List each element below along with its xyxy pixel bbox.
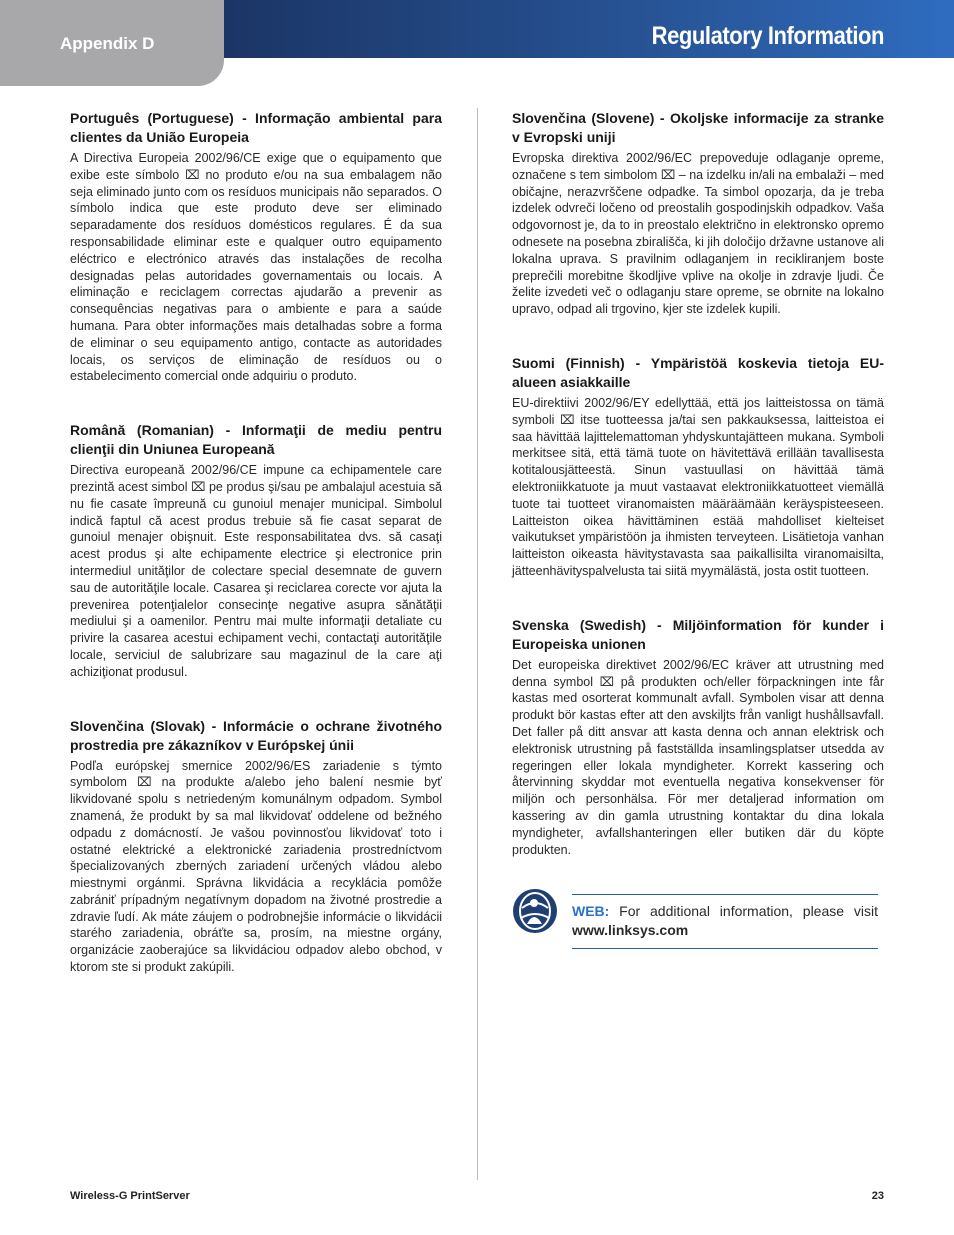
- column-divider: [477, 108, 478, 1180]
- section-heading: Slovenčina (Slovene) - Okoljske informacije za stranke v Evropski uniji: [512, 110, 884, 145]
- section-body: Det europeiska direktivet 2002/96/EC kräver att utrustning med denna symbol ⌧ på produkten och/eller förpackningen inte får kastas med osorterat kommunalt avfall. Symbolen visar att denna produkt bör kastas efter att den avskiljts från vanligt hushållsavfall. Det faller på ditt ansvar att kasta denna och annan elektrisk och elektronisk utrustning på fastställda insamlingsplatser utsedda av regeringen eller lokala myndigheter. Korrekt kassering och återvinning skyddar mot eventuella negativa konsekvenser för miljön och personhälsa. För mer detaljerad information om kassering av din gamla utrustning kontaktar du dina lokala myndigheter, avfallshanteringen eller butiken där du köpte produkten.: [512, 657, 884, 857]
- web-note-rule-bottom: [572, 948, 878, 949]
- appendix-label: Appendix D: [60, 34, 155, 53]
- section-portuguese: [70, 109, 442, 385]
- footer-product: Wireless-G PrintServer: [70, 1190, 190, 1202]
- section-heading: Svenska (Swedish) - Miljöinformation för kunder i Europeiska unionen: [512, 616, 884, 652]
- web-note-body: For additional information, please visit: [609, 903, 878, 920]
- page-title: Regulatory Information: [651, 22, 884, 50]
- section-swedish: [512, 616, 884, 859]
- section-heading: Suomi (Finnish) - Ympäristöä koskevia tietoja EU-alueen asiakkaille: [512, 354, 884, 390]
- section-body: Podľa európskej smernice 2002/96/ES zariadenie s týmto symbolom ⌧ na produkte a/alebo jeho balení nesmie byť likvidované spolu s netriedeným komunálnym odpadom. Symbol znamená, že produkt by sa mal likvidovať oddelene od bežného odpadu z domácností. Je vašou povinnosťou likvidovať toto i ostatné elektrické a elektronické zariadenia prostredníctvom špecializovaných zberných zariadení určených vládou alebo miestnymi orgánmi. Správna likvidácia a recyklácia pomôže zabrániť prípadným negatívnym dopadom na životné prostredie a zdravie ľudí. Ak máte záujem o podrobnejšie informácie o likvidácii starého zariadenia, obráťte sa, prosím, na miestne orgány, organizácie zaoberajúce sa likvidáciou odpadov alebo obchod, v ktorom ste si produkt zakúpili.: [70, 758, 442, 975]
- section-body: Evropska direktiva 2002/96/EC prepoveduje odlaganje opreme, označene s tem simbolom ⌧ – na izdelku in/ali na embalaži – med običajne, nerazvrščene odpadke. Ta simbol opozarja, da je treba izdelek odvreči ločeno od preostalih gospodinjskih odpadkov. Vaša odgovornost je, da to in preostalo električno in elektronsko opremo odnesete na posebna zbirališča, ki jih določijo državne ustanove ali lokalna uprava. S pravilnim odlaganjem in recikliranjem boste preprečili morebitne škodljive vplive na okolje in zdravje ljudi. Če želite izvedeti več o odlaganju stare opreme, se obrnite na lokalno upravo, odpad ali trgovino, kjer ste izdelek kupili.: [512, 151, 884, 317]
- section-heading: Slovenčina (Slovak) - Informácie o ochrane životného prostredia pre zákazníkov v Európskej únii: [70, 717, 442, 753]
- section-body: EU-direktiivi 2002/96/EY edellyttää, että jos laitteistossa on tämä symboli ⌧ itse tuotteessa ja/tai sen pakkauksessa, laitteistoa ei saa hävittää lajittelemattoman yhdyskuntajätteen mukana. Symboli merkitsee sitä, että tämä tuote on hävitettävä erillään tavallisesta kotitalousjätteestä. Sinun vastuullasi on hävittää tämä elektroniikkatuote ja muut vastaavat elektroniikkatuotteet viemällä tuote tai tuotteet viranomaisten määräämään keräyspisteeseen. Laitteiston oikea hävittäminen estää mahdolliset kielteiset vaikutukset ympäristöön ja ihmisten terveyteen. Lisätietoja vanhan laitteiston oikeasta hävitystavasta saa paikallisilta viranomaisilta, jätteenhävityspalvelusta tai siitä myymälästä, josta ostit tuotteen.: [512, 395, 884, 578]
- left-column: [70, 109, 442, 1012]
- globe-icon: [512, 888, 558, 934]
- section-romanian: [70, 421, 442, 680]
- section-slovene: [512, 109, 884, 318]
- web-note: [512, 894, 884, 952]
- title-bar: [224, 0, 954, 58]
- right-column: [512, 109, 884, 952]
- section-slovak: [70, 717, 442, 976]
- web-note-text: [572, 902, 878, 940]
- section-body: Directiva europeană 2002/96/CE impune ca echipamentele care prezintă acest simbol ⌧ pe produs şi/sau pe ambalajul acestuia să nu fie casate împreună cu gunoiul menajer municipal. Simbolul indică faptul că acest produs trebuie să fie casat separat de gunoiul menajer obişnuit. Este responsabilitatea dvs. să casaţi acest produs şi alte echipamente electrice şi electronice prin intermediul unităţilor de colectare special desemnate de guvern sau de autorităţile locale. Casarea şi reciclarea corecte vor ajuta la prevenirea potenţialelor consecinţe negative asupra sănătăţii mediului şi a oamenilor. Pentru mai multe informaţii detaliate cu privire la casarea acestui echipament vechi, contactaţi autorităţile locale, serviciul de salubrizare sau magazinul de la care aţi achiziţionat produsul.: [70, 463, 442, 679]
- web-label: WEB:: [572, 903, 610, 920]
- appendix-tab: [0, 0, 224, 86]
- section-heading: Română (Romanian) - Informaţii de mediu pentru clienţii din Uniunea Europeană: [70, 422, 442, 458]
- section-finnish: [512, 354, 884, 580]
- web-link[interactable]: www.linksys.com: [572, 922, 689, 939]
- section-body: A Directiva Europeia 2002/96/CE exige que o equipamento que exibe este símbolo ⌧ no produto e/ou na sua embalagem não seja eliminado junto com os resíduos municipais não separados. O símbolo indica que este produto deve ser eliminado separadamente dos resíduos domésticos regulares. É da sua responsabilidade eliminar este e qualquer outro equipamento eléctrico e electrónico através das instalações de recolha designadas pelas autoridades governamentais ou locais. A eliminação e reciclagem correctas ajudarão a prevenir as consequências negativas para o ambiente e para a saúde humana. Para obter informações mais detalhadas sobre a forma de eliminar o seu equipamento antigo, contacte as autoridades locais, os serviços de eliminação de resíduos ou o estabelecimento comercial onde adquiriu o produto.: [70, 151, 442, 384]
- page-number: 23: [871, 1190, 884, 1202]
- section-heading: Português (Portuguese) - Informação ambiental para clientes da União Europeia: [70, 110, 442, 145]
- web-note-rule-top: [572, 894, 878, 895]
